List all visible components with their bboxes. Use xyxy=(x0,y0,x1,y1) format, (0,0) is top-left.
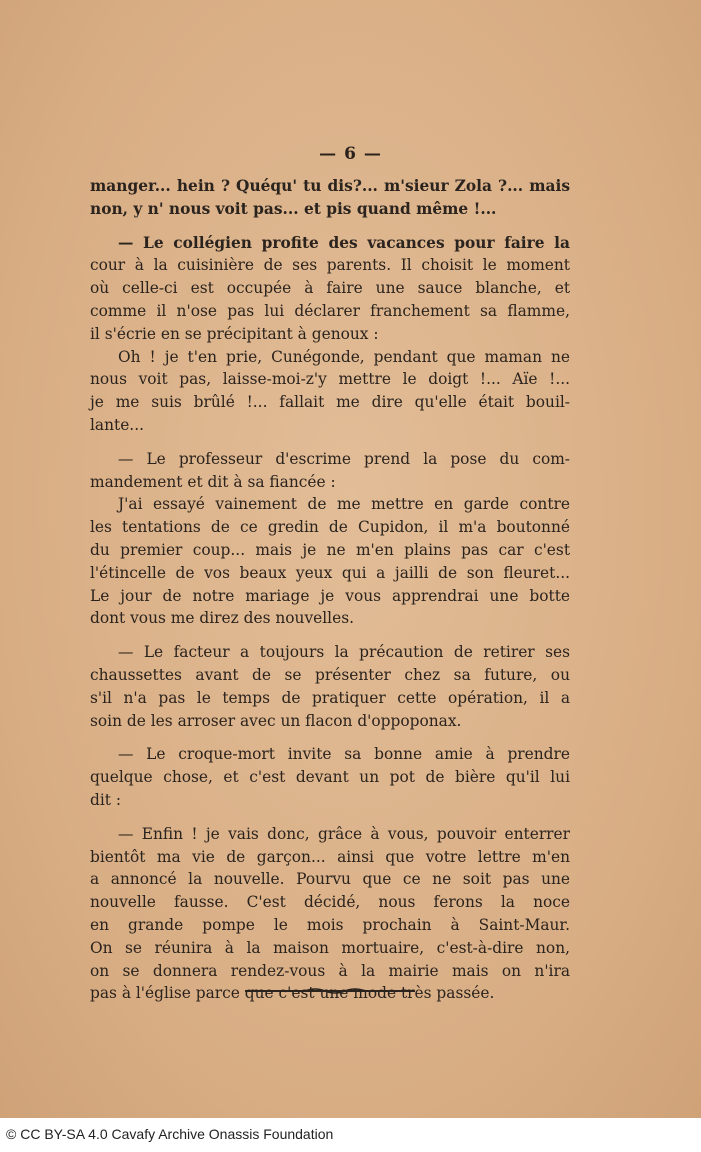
text-line: cour à la cuisinière de ses parents. Il choisit le moment xyxy=(90,256,570,275)
text-line: a annoncé la nouvelle. Pourvu que ce ne soit pas une xyxy=(90,870,570,889)
text-line: — Le collégien profite des vacances pour faire la xyxy=(118,233,570,252)
paragraph xyxy=(90,346,570,437)
copyright-text: © CC BY-SA 4.0 Cavafy Archive Onassis Foundation xyxy=(6,1126,334,1142)
paragraph xyxy=(90,232,570,346)
text-line: soin de les arroser avec un flacon d'oppoponax. xyxy=(90,711,462,730)
paragraph xyxy=(90,823,570,1005)
paragraph xyxy=(90,175,570,221)
text-line: non, y n' nous voit pas... et pis quand même !... xyxy=(90,199,497,218)
paragraph xyxy=(90,641,570,732)
text-line: On se réunira à la maison mortuaire, c'est-à-dire non, xyxy=(90,938,570,957)
paragraph xyxy=(90,448,570,494)
text-line: Oh ! je t'en prie, Cunégonde, pendant que maman ne xyxy=(118,347,570,366)
text-line: quelque chose, et c'est devant un pot de bière qu'il lui xyxy=(90,768,570,787)
paragraph xyxy=(90,493,570,630)
text-line: J'ai essayé vainement de me mettre en garde contre xyxy=(118,495,570,514)
text-line: s'il n'a pas le temps de pratiquer cette opération, il a xyxy=(90,688,570,707)
text-line: bientôt ma vie de garçon... ainsi que votre lettre m'en xyxy=(90,847,570,866)
text-line: on se donnera rendez-vous à la mairie mais on n'ira xyxy=(90,961,570,980)
text-line: l'étincelle de vos beaux yeux qui a jailli de son fleuret... xyxy=(90,563,570,582)
body-text xyxy=(90,175,570,1005)
text-line: du premier coup... mais je ne m'en plains pas car c'est xyxy=(90,540,570,559)
ornament-rule xyxy=(245,987,415,995)
text-line: dit : xyxy=(90,790,122,809)
text-line: il s'écrie en se précipitant à genoux : xyxy=(90,324,379,343)
text-line: en grande pompe le mois prochain à Saint-Maur. xyxy=(90,915,570,934)
page-number: — 6 — xyxy=(319,144,382,164)
paragraph xyxy=(90,743,570,811)
text-line: mandement et dit à sa fiancée : xyxy=(90,472,336,491)
text-line: manger... hein ? Quéqu' tu dis?... m'sieur Zola ?... mais xyxy=(90,177,570,195)
text-line: chaussettes avant de se présenter chez sa future, ou xyxy=(90,665,570,684)
text-line: lante... xyxy=(90,415,144,434)
text-line: dont vous me direz des nouvelles. xyxy=(90,609,354,628)
text-line: nouvelle fausse. C'est décidé, nous ferons la noce xyxy=(90,893,570,912)
text-line: Le jour de notre mariage je vous apprendrai une botte xyxy=(90,586,570,605)
text-line: — Le croque-mort invite sa bonne amie à prendre xyxy=(118,745,570,764)
text-line: — Le facteur a toujours la précaution de retirer ses xyxy=(118,643,570,662)
text-line: pas à l'église parce que c'est une mode très passée. xyxy=(90,984,495,1003)
text-line: nous voit pas, laisse-moi-z'y mettre le doigt !... Aïe !... xyxy=(90,370,570,389)
copyright-footer xyxy=(0,1118,701,1152)
text-line: comme il n'ose pas lui déclarer franchement sa flamme, xyxy=(90,301,570,320)
text-line: les tentations de ce gredin de Cupidon, il m'a boutonné xyxy=(90,518,570,537)
text-line: je me suis brûlé !... fallait me dire qu'elle était bouil- xyxy=(90,393,570,412)
text-line: — Enfin ! je vais donc, grâce à vous, pouvoir enterrer xyxy=(118,824,570,843)
text-line: où celle-ci est occupée à faire une sauce blanche, et xyxy=(90,279,570,298)
text-line: — Le professeur d'escrime prend la pose du com- xyxy=(118,449,570,468)
